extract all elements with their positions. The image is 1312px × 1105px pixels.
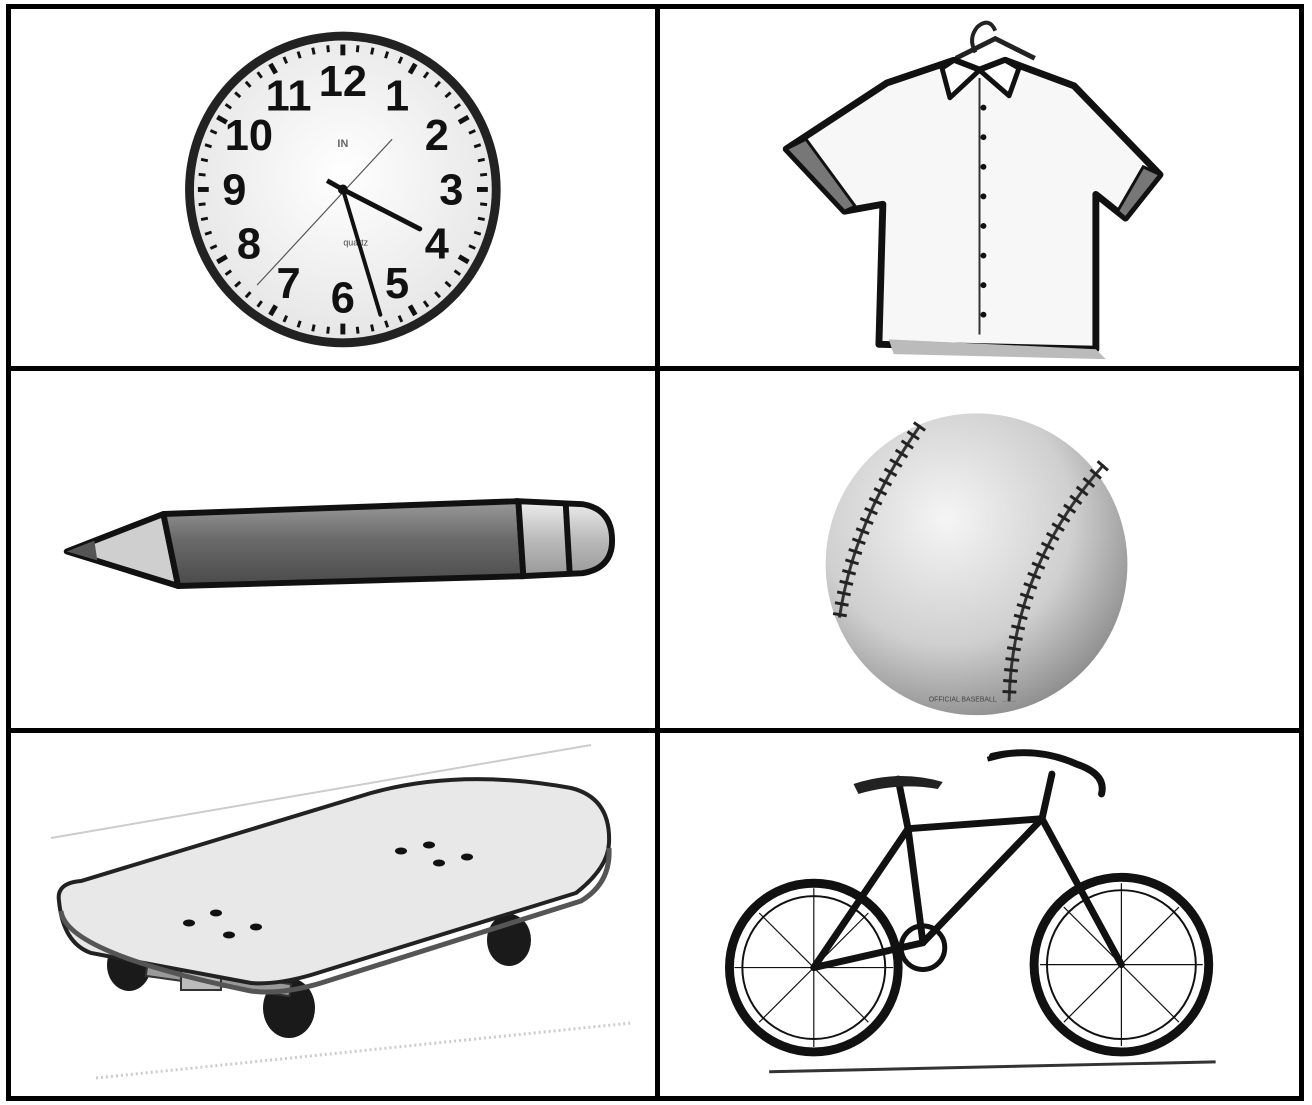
clock-tick	[386, 321, 388, 328]
clock-tick	[205, 232, 212, 234]
clock-numeral: 4	[424, 220, 449, 269]
clock-numeral: 8	[236, 220, 261, 269]
clock-tick	[313, 48, 314, 55]
clock-tick	[201, 159, 208, 160]
card-pencil	[11, 371, 655, 733]
clock-numeral: 1	[385, 72, 410, 121]
clock-numeral: 3	[439, 166, 464, 215]
card-skateboard	[11, 733, 655, 1096]
skateboard-icon	[11, 733, 655, 1096]
clock-tick	[313, 325, 314, 332]
clock-tick	[205, 145, 212, 147]
clock-numeral: 7	[276, 260, 301, 309]
clock-tick	[474, 145, 481, 147]
clock-tick	[201, 218, 208, 219]
clock-tick	[357, 45, 358, 52]
clock-maker: quartz	[343, 237, 368, 248]
clock-numeral: 11	[265, 72, 312, 121]
clock-brand: IN	[337, 138, 349, 151]
card-shirt	[655, 9, 1299, 371]
clock-numeral: 2	[424, 112, 449, 161]
card-baseball	[655, 371, 1299, 733]
clock-numeral: 6	[330, 274, 355, 323]
clock-tick	[480, 174, 487, 175]
clock-tick	[372, 48, 373, 55]
clock-numeral: 12	[318, 57, 367, 106]
clock-tick	[480, 204, 487, 205]
card-clock	[11, 9, 655, 371]
clock-tick	[328, 45, 329, 52]
clock-tick	[199, 174, 206, 175]
baseball-icon	[660, 371, 1299, 728]
clock-tick	[298, 52, 300, 59]
baseball-stamp: OFFICIAL BASEBALL	[928, 696, 997, 704]
clock-tick	[372, 325, 373, 332]
clock-icon	[11, 9, 655, 366]
clock-tick	[298, 321, 300, 328]
clock-tick	[357, 327, 358, 334]
clock-tick	[328, 327, 329, 334]
picture-card-grid	[6, 4, 1304, 1101]
card-bicycle	[655, 733, 1299, 1096]
shirt-icon	[660, 9, 1299, 366]
clock-tick	[478, 218, 485, 219]
bicycle-icon	[660, 733, 1299, 1096]
clock-tick	[199, 204, 206, 205]
clock-tick	[386, 52, 388, 59]
clock-numeral: 9	[222, 166, 247, 215]
clock-numeral: 10	[224, 112, 274, 161]
clock-numeral: 5	[385, 260, 410, 309]
clock-tick	[478, 159, 485, 160]
pencil-icon	[11, 371, 655, 728]
clock-tick	[474, 232, 481, 234]
